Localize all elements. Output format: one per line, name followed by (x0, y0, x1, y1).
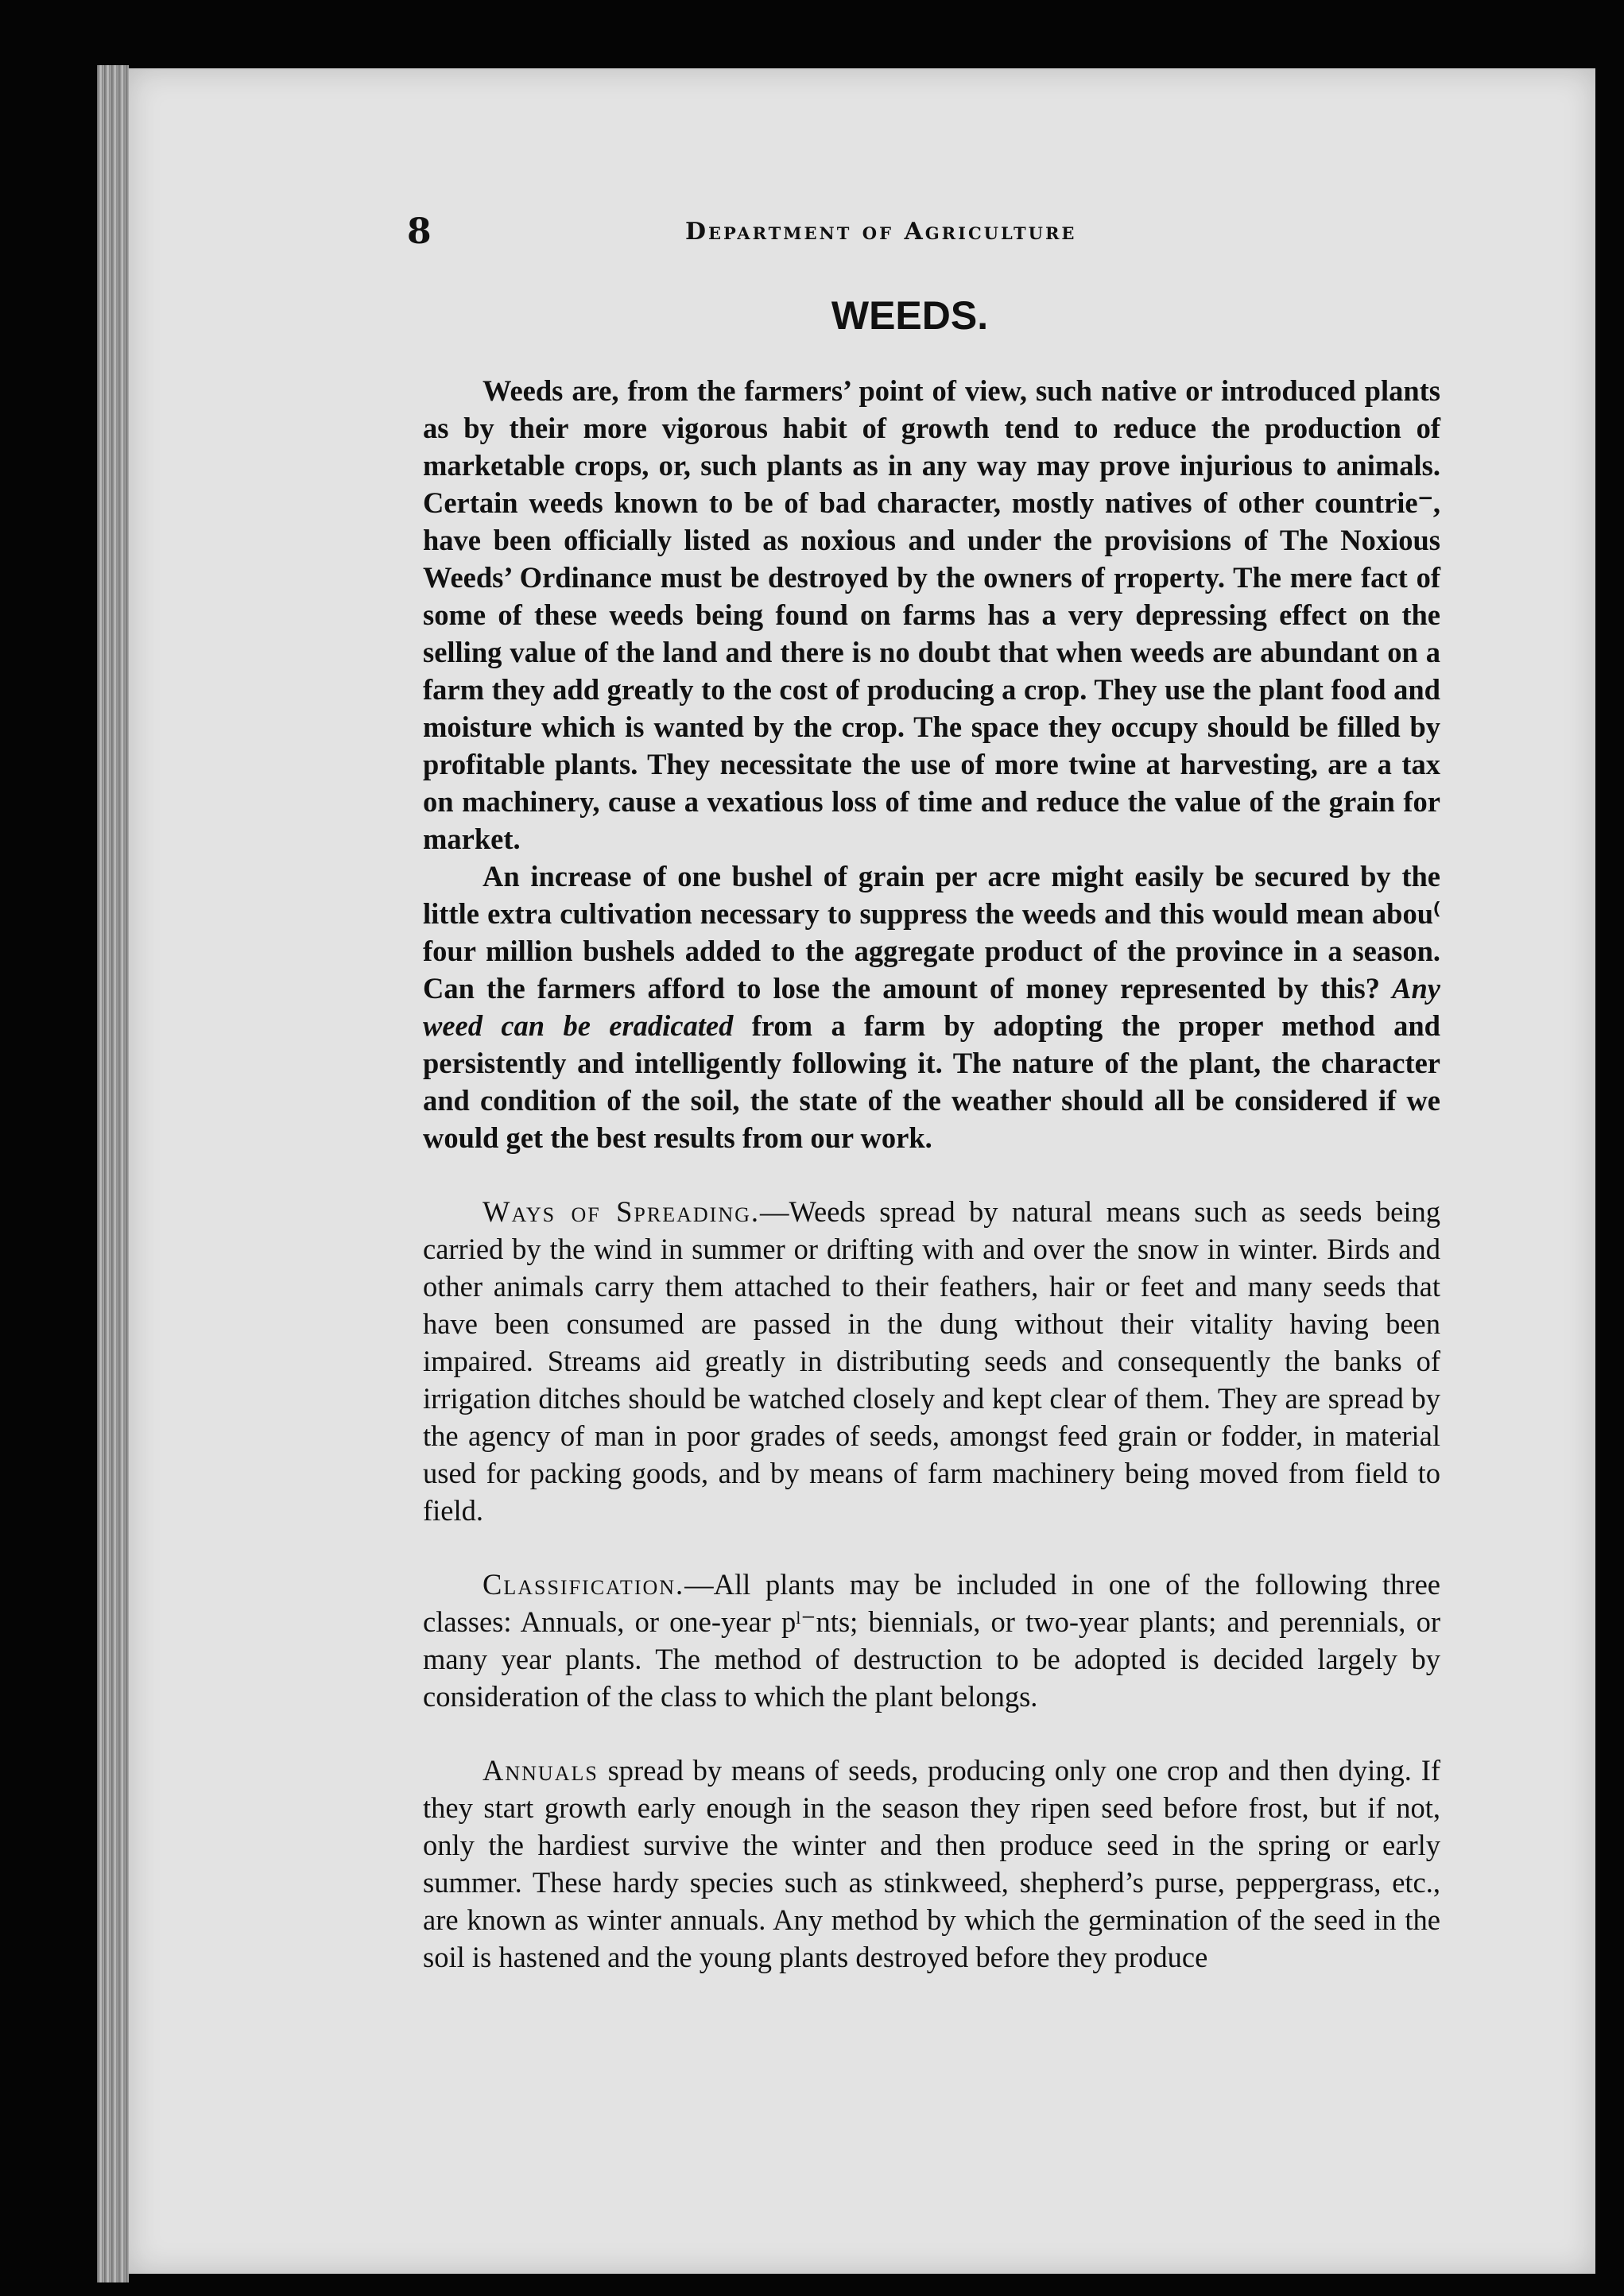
paragraph-increase-text-start: An increase of one bushel of grain per acre might easily be secured by the little extra cultivation necessary to suppress the weeds and this would mean abou⁽ four million bushels added to the aggregate product of the province in a season. Can the farmers afford to lose the amount of money represented by this? (423, 860, 1440, 1005)
page-number: 8 (407, 211, 432, 252)
paragraph-intro (423, 372, 1440, 858)
document-page (129, 68, 1595, 2274)
paragraph-classification-text: —All plants may be included in one of the following three classes: Annuals, or one-year pˡ⁻nts; biennials, or two-year plants; and perennials, or many year plants. The method of destruction to be adopted is decided largely by consideration of the class to which the plant belongs. (423, 1568, 1440, 1713)
paragraph-ways-of-spreading-text: —Weeds spread by natural means such as seeds being carried by the wind in summer or drifting with and over the snow in winter. Birds and other animals carry them attached to their feathers, hair or feet and many seeds that have been consumed are passed in the dung without their vitality having been impaired. Streams aid greatly in distributing seeds and consequently the banks of irrigation ditches should be watched closely and kept clear of them. They are spread by the agency of man in poor grades of seeds, amongst feed grain or fodder, in material used for packing goods, and by means of farm machinery being moved from field to field. (423, 1195, 1441, 1527)
page-title: WEEDS. (831, 293, 989, 338)
paragraph-increase-text-end: from a farm by adopting the proper method and persistently and intelligently following it. The nature of the plant, the character and condition of the soil, the state of the weather should all be considered if we would get the best results from our work. (423, 1009, 1440, 1154)
paragraph-increase-emphasis: Any weed can be eradicated (423, 972, 1440, 1042)
paragraph-annuals-text: spread by means of seeds, producing only one crop and then dying. If they start growth early enough in the season they ripen seed before frost, but if not, only the hardiest survive the winter and then produce seed in the spring or early summer. These hardy species such as stinkweed, shepherd’s purse, peppergrass, etc., are known as winter annuals. Any method by which the germination of the seed in the soil is hastened and the young plants destroyed before they produce (423, 1754, 1440, 1973)
page-header (129, 211, 1595, 259)
section-lead-annuals: Annuals (483, 1754, 599, 1787)
paragraph-classification (423, 1566, 1440, 1715)
running-head: Department of Agriculture (685, 218, 1077, 246)
paragraph-ways-of-spreading (423, 1193, 1440, 1529)
section-lead-classification: Classification. (483, 1568, 685, 1601)
paragraph-increase (423, 858, 1440, 1156)
book-spine-edge (97, 65, 129, 2282)
paragraph-intro-text: Weeds are, from the farmers’ point of view, such native or introduced plants as by their more vigorous habit of growth tend to reduce the production of marketable crops, or, such plants as in any way may prove injurious to animals. Certain weeds known to be of bad character, mostly natives of other countrie⁻, have been officially listed as noxious and under the provisions of The Noxious Weeds’ Ordinance must be destroyed by the owners of ɼroperty. The mere fact of some of these weeds being found on farms has a very depressing effect on the selling value of the land and there is no doubt that when weeds are abundant on a farm they add greatly to the cost of producing a crop. They use the plant food and moisture which is wanted by the crop. The space they occupy should be filled by profitable plants. They necessitate the use of more twine at harvesting, are a tax on machinery, cause a vexatious loss of time and reduce the value of the grain for market. (423, 374, 1440, 855)
paragraph-annuals (423, 1752, 1440, 1976)
section-lead-ways-of-spreading: Ways of Spreading. (483, 1195, 761, 1228)
body-text (423, 372, 1440, 1976)
